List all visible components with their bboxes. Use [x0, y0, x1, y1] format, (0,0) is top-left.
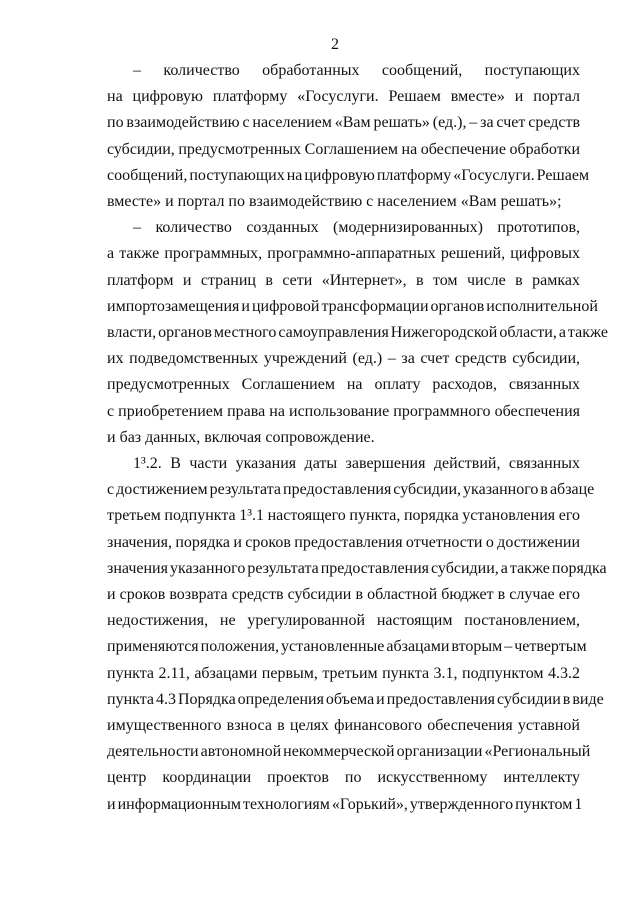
text-line: применяются положения, установленные абзацами вторым – четвертым [107, 638, 587, 656]
text-line: значения, порядка и сроков предоставления отчетности о достижении [107, 533, 581, 551]
text-line: на цифровую платформу «Госуслуги. Решаем вместе» и портал [107, 88, 580, 106]
text-line: пункта 4.3 Порядка определения объема и предоставления субсидии в виде [107, 690, 604, 708]
text-line: имущественного взноса в целях финансового обеспечения уставной [107, 717, 580, 734]
text-line: 1³.2. В части указания даты завершения действий, связанных [133, 455, 580, 472]
text-line: третьем подпункта 1³.1 настоящего пункта, порядка установления его [107, 507, 581, 525]
text-line: по взаимодействию с населением «Вам решать» (ед.), – за счет средств [107, 114, 580, 132]
text-line: импортозамещения и цифровой трансформации органов исполнительной [107, 297, 598, 315]
text-line: деятельности автономной некоммерческой организации «Региональный [107, 743, 591, 761]
page-number: 2 [331, 36, 339, 53]
text-line: пункта 2.11, абзацами первым, третьим пункта 3.1, подпунктом 4.3.2 [107, 664, 580, 682]
text-line: центр координации проектов по искусственному интеллекту [107, 769, 580, 787]
text-line: предусмотренных Соглашением на оплату расходов, связанных [107, 376, 580, 394]
text-line: их подведомственных учреждений (ед.) – за счет средств субсидии, [107, 350, 580, 368]
text-line: недостижения, не урегулированной настоящим постановлением, [107, 612, 580, 630]
text-line: с приобретением права на использование программного обеспечения [107, 402, 580, 420]
text-line: субсидии, предусмотренных Соглашением на обеспечение обработки [107, 140, 581, 158]
text-line: – количество обработанных сообщений, поступающих [133, 62, 580, 79]
text-line: – количество созданных (модернизированных) прототипов, [133, 219, 580, 237]
text-line: с достижением результата предоставления субсидии, указанного в абзаце [107, 481, 595, 499]
text-line: вместе» и портал по взаимодействию с населением «Вам решать»; [107, 193, 562, 210]
text-line: значения указанного результата предоставления субсидии, а также порядка [107, 559, 607, 577]
text-line: а также программных, программно-аппаратных решений, цифровых [107, 245, 580, 263]
text-line: власти, органов местного самоуправления Нижегородской области, а также [107, 324, 608, 341]
text-line: и сроков возврата средств субсидии в областной бюджет в случае его [107, 586, 580, 603]
text-line: и баз данных, включая сопровождение. [107, 428, 375, 446]
text-line: сообщений, поступающих на цифровую платформу «Госуслуги. Решаем [107, 166, 590, 184]
text-line: и информационным технологиям «Горький», утвержденного пунктом 1 [107, 795, 583, 813]
text-line: платформ и страниц в сети «Интернет», в том числе в рамках [107, 271, 580, 289]
